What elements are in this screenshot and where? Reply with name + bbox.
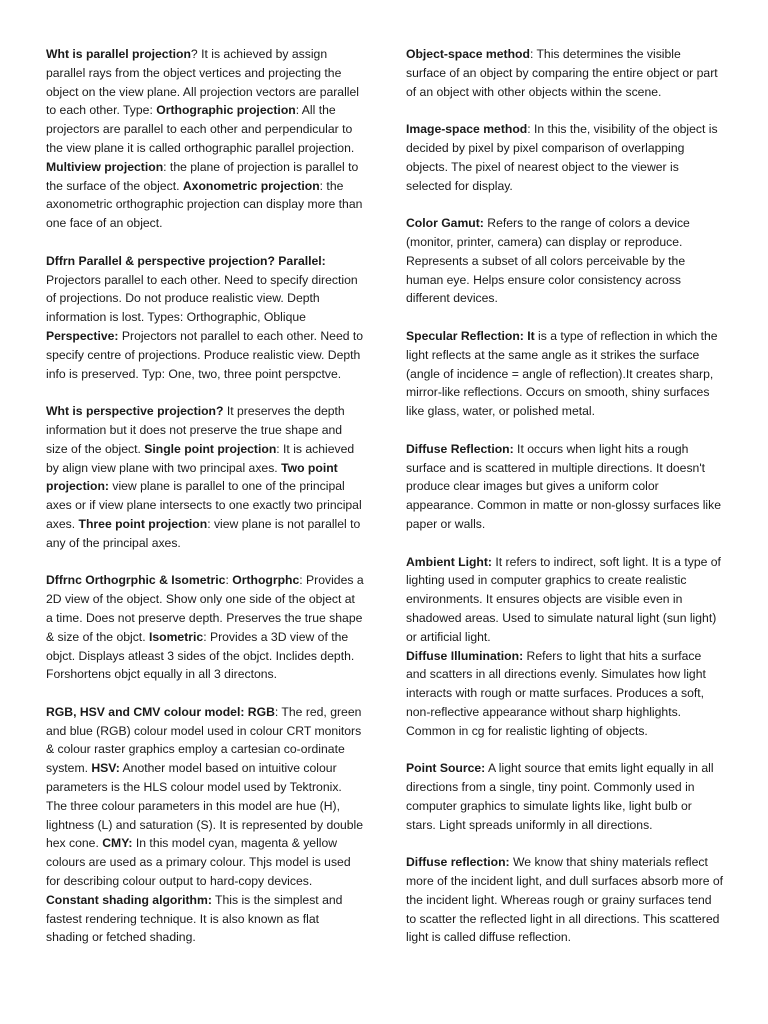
term-heading: CMY: (102, 836, 133, 851)
right-paragraph (406, 553, 724, 647)
body-text: : All the projectors are parallel to each other and perpendicular to the view plane it is called orthographic parallel projection. (46, 103, 355, 155)
body-text: : Provides a 2D view of the object. Show only one side of the object at a time. Does not preserve depth. Preserves the true shape & size of the objct. (46, 573, 364, 644)
term-heading: Diffuse Reflection: (406, 441, 514, 456)
body-text: : the axonometric orthographic projection can display more than one face of an object. (46, 178, 363, 231)
body-text: : the plane of projection is parallel to the surface of the object. (46, 159, 359, 193)
term-heading: Dffrnc Orthogrphic & Isometric (46, 573, 226, 588)
body-text: It occurs when light hits a rough surface and is scattered in multiple directions. It doesn't produce clear images but gives a uniform color appearance. Common in matte or non-glossy surfaces like paper or walls. (406, 441, 721, 531)
term-heading: Two point projection: (46, 460, 338, 494)
right-column (406, 45, 724, 966)
term-heading: RGB, HSV and CMV colour model: RGB (46, 704, 275, 719)
term-heading: Diffuse Illumination: (406, 648, 524, 663)
left-paragraph (46, 571, 364, 684)
body-text: : view plane is not parallel to any of the principal axes. (46, 516, 361, 550)
body-text: Refers to light that hits a surface and scatters in all directions evenly. Simulates how light interacts with rough or matte surfaces. Produces a soft, non-reflective appearance without sharp highlights. Common in cg for realistic lighting of objects. (406, 648, 706, 738)
body-text: : The red, green and blue (RGB) colour model used in colour CRT monitors & colour raster graphics employ a cartesian co-ordinate system. (46, 704, 362, 776)
right-paragraph (406, 327, 724, 421)
body-text: Projectors parallel to each other. Need to specify direction of projections. Do not produce realistic view. Depth information is lost. Types: Orthographic, Oblique (46, 272, 358, 325)
left-paragraph (46, 252, 364, 384)
term-heading: Isometric (148, 629, 204, 644)
term-heading: Ambient Light: (406, 554, 492, 569)
term-heading: Three point projection (78, 516, 208, 531)
body-text: In this model cyan, magenta & yellow colours are used as a primary colour. Thjs model is used for describing colour output to hard-copy devices. (46, 836, 351, 889)
term-heading: Wht is parallel projection (46, 47, 191, 61)
body-text: Projectors not parallel to each other. Need to specify centre of projections. Produce realistic view. Depth info is preserved. Typ: One, two, three point perspctve. (46, 328, 364, 381)
term-heading: Object-space method (406, 47, 530, 61)
right-paragraph (406, 214, 724, 308)
term-heading: Orthogrphc (232, 573, 300, 588)
term-heading: Specular Reflection: It (406, 328, 535, 343)
body-text: : This determines the visible surface of an object by comparing the entire object or part of an object with other objects within the scene. (406, 47, 718, 99)
body-text: : It is achieved by align view plane with two principal axes. (46, 441, 355, 475)
left-paragraph (46, 45, 364, 233)
term-heading: Perspective: (46, 328, 119, 343)
term-heading: Point Source: (406, 761, 486, 776)
term-heading: Wht is perspective projection? (46, 404, 224, 419)
body-text: ? It is achieved by assign parallel rays from the object vertices and projecting the object on the view plane. All projection vectors are parallel to each other. Type: (46, 47, 359, 118)
term-heading: Orthographic projection (156, 103, 296, 118)
body-text: We know that shiny materials reflect more of the incident light, and dull surfaces absorb more of the incident light. Whereas rough or grainy surfaces tend to scatter the reflected light in all directions. This scattered light is called diffuse reflection. (406, 855, 724, 945)
left-column (46, 45, 364, 966)
right-paragraph (406, 440, 724, 534)
term-heading: Axonometric projection (182, 178, 320, 193)
body-text: A light source that emits light equally in all directions from a single, tiny point. Commonly used in computer graphics to simulate lights like, light bulb or stars. Light spreads uniformly in all directions. (406, 761, 714, 832)
body-text: : (225, 573, 233, 588)
right-paragraph (406, 120, 724, 195)
term-heading: Image-space method (406, 122, 528, 137)
right-paragraph (406, 45, 724, 101)
body-text: Another model based on intuitive colour parameters is the HLS colour model used by Tektronix. The three colour parameters in this model are hue (H), lightness (L) and saturation (S). It is represented by double hex cone. (46, 761, 364, 851)
term-heading: Diffuse reflection: (406, 855, 510, 870)
body-text: : Provides a 3D view of the objct. Displays atleast 3 sides of the objct. Inclides depth. Forshortens objct equally in all 3 directons. (46, 629, 355, 682)
body-text: Refers to the range of colors a device (monitor, printer, camera) can display or reproduce. Represents a subset of all colors perceivable by the human eye. Helps ensure color consistency across different devices. (406, 216, 690, 306)
body-text: It preserves the depth information but it does not preserve the true shape and size of the object. (46, 404, 345, 456)
body-text: : In this the, visibility of the object is decided by pixel by pixel comparison of overlapping objects. The pixel of nearest object to the viewer is selected for display. (406, 122, 718, 193)
term-heading: HSV: (91, 761, 120, 776)
right-paragraph (406, 647, 724, 741)
body-text: view plane is parallel to one of the principal axes or if view plane intersects to one exactly two principal axes. (46, 479, 362, 531)
term-heading: Color Gamut: (406, 216, 484, 231)
body-text: It refers to indirect, soft light. It is a type of lighting used in computer graphics to create realistic environments. It ensures objects are visible even in shadowed areas. Used to simulate natural light (sun light) or artificial light. (406, 554, 721, 644)
left-paragraph (46, 703, 364, 947)
term-heading: Single point projection (144, 441, 277, 456)
term-heading: Dffrn Parallel & perspective projection? Parallel: (46, 253, 326, 268)
left-paragraph (46, 402, 364, 552)
body-text: This is the simplest and fastest rendering technique. It is also known as flat shading or fetched shading. (46, 892, 343, 945)
right-paragraph (406, 853, 724, 947)
term-heading: Multiview projection (46, 159, 164, 174)
term-heading: Constant shading algorithm: (46, 892, 212, 907)
right-paragraph (406, 759, 724, 834)
body-text: is a type of reflection in which the light reflects at the same angle as it strikes the surface (angle of incidence = angle of reflection).It creates sharp, mirror-like reflections. Occurs on smooth, shiny surfaces like glass, water, or polished metal. (406, 328, 718, 419)
